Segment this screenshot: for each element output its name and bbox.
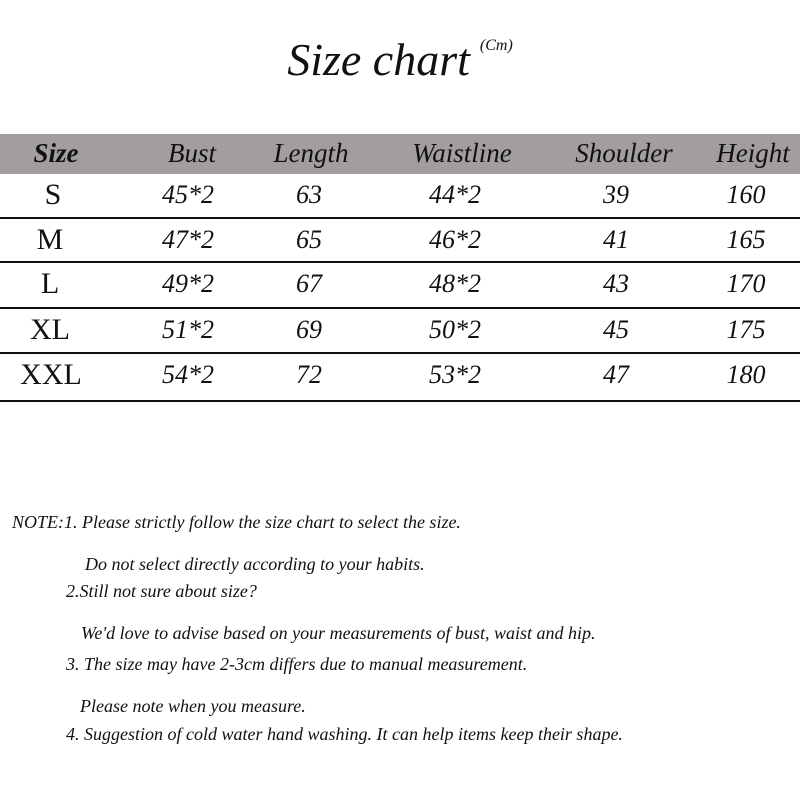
- header-length: Length: [273, 138, 349, 168]
- cell-size: S: [44, 178, 62, 211]
- cell-shoulder: 47: [603, 360, 629, 389]
- cell-height: 160: [726, 180, 766, 209]
- note-line: Do not select directly according to your habits.: [85, 554, 425, 574]
- cell-size: XXL: [20, 358, 82, 391]
- cell-waistline: 44*2: [429, 180, 481, 209]
- cell-shoulder: 39: [603, 180, 629, 209]
- cell-bust: 45*2: [162, 180, 214, 209]
- cell-height: 180: [726, 360, 766, 389]
- cell-length: 72: [296, 360, 322, 389]
- note-line: 3. The size may have 2-3cm differs due to manual measurement.: [66, 654, 528, 674]
- cell-size: L: [40, 267, 60, 300]
- table-row: [0, 219, 800, 263]
- note-line: Please note when you measure.: [80, 696, 306, 716]
- size-table: [0, 134, 800, 402]
- cell-bust: 47*2: [162, 225, 214, 254]
- note-line: 2.Still not sure about size?: [66, 581, 257, 601]
- header-size: Size: [33, 138, 79, 168]
- title-unit: (Cm): [479, 37, 513, 54]
- table-row: [0, 263, 800, 309]
- table-header: [0, 134, 800, 174]
- page-title: [0, 30, 800, 90]
- note-line: We'd love to advise based on your measurements of bust, waist and hip.: [81, 623, 596, 643]
- header-height: Height: [716, 138, 790, 168]
- note-line: 4. Suggestion of cold water hand washing. It can help items keep their shape.: [66, 724, 623, 744]
- cell-waistline: 48*2: [429, 269, 481, 298]
- header-bust: Bust: [167, 138, 217, 168]
- title-text: Size chart: [287, 34, 470, 85]
- cell-shoulder: 45: [603, 315, 629, 344]
- cell-waistline: 53*2: [429, 360, 481, 389]
- note-line: NOTE:1. Please strictly follow the size chart to select the size.: [12, 512, 461, 532]
- cell-shoulder: 43: [603, 269, 629, 298]
- cell-waistline: 46*2: [429, 225, 481, 254]
- header-shoulder: Shoulder: [575, 138, 673, 168]
- cell-height: 175: [726, 315, 766, 344]
- cell-length: 69: [296, 315, 322, 344]
- table-row: [0, 309, 800, 354]
- cell-height: 165: [726, 225, 766, 254]
- cell-length: 67: [296, 269, 322, 298]
- cell-size: XL: [30, 313, 70, 346]
- cell-size: M: [36, 223, 64, 256]
- cell-bust: 49*2: [162, 269, 214, 298]
- table-row: [0, 354, 800, 402]
- cell-bust: 51*2: [162, 315, 214, 344]
- cell-length: 63: [296, 180, 322, 209]
- cell-length: 65: [296, 225, 322, 254]
- cell-waistline: 50*2: [429, 315, 481, 344]
- cell-shoulder: 41: [603, 225, 629, 254]
- header-waistline: Waistline: [412, 138, 512, 168]
- cell-height: 170: [726, 269, 766, 298]
- cell-bust: 54*2: [162, 360, 214, 389]
- table-row: [0, 174, 800, 219]
